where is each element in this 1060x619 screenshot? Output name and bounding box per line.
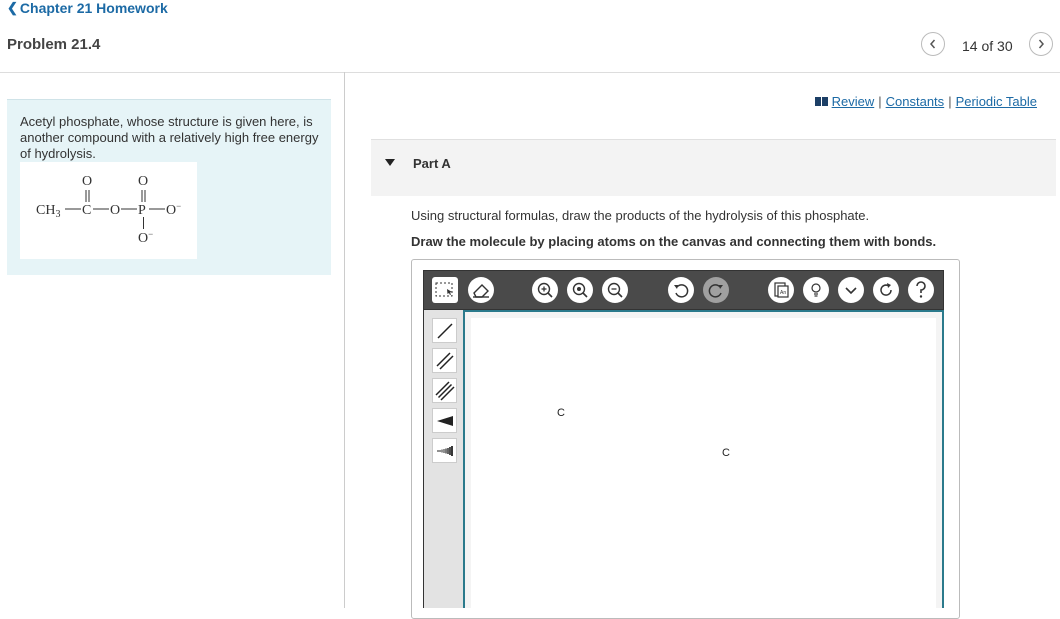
select-icon — [434, 280, 456, 300]
bridge-oxygen-label: O — [110, 203, 121, 218]
review-link[interactable]: Review — [831, 94, 875, 109]
chevron-right-icon — [1036, 39, 1046, 49]
select-tool-button[interactable] — [432, 277, 458, 303]
right-oxygen-label: O− — [166, 201, 182, 218]
wedge-bond-icon — [435, 411, 455, 431]
help-button[interactable] — [908, 277, 934, 303]
triple-bond-icon — [435, 381, 455, 401]
wedge-bond-tool[interactable] — [432, 408, 457, 433]
problem-title: Problem 21.4 — [7, 36, 101, 53]
double-bond-icon — [435, 351, 455, 371]
editor-toolbar — [423, 270, 944, 310]
template-icon — [772, 281, 790, 299]
svg-text:An: An — [780, 290, 787, 296]
carbonyl-carbon-label: C — [82, 203, 92, 218]
double-bond-tool[interactable] — [432, 348, 457, 373]
phosphorus-label: P — [138, 203, 146, 218]
header-divider — [0, 72, 1060, 73]
zoom-in-button[interactable] — [532, 277, 558, 303]
phosphoryl-oxygen-label: O — [138, 174, 149, 189]
next-problem-button[interactable] — [1029, 32, 1053, 56]
part-a-label: Part A — [413, 156, 451, 171]
chevron-left-icon — [928, 39, 938, 49]
acetyl-phosphate-structure — [20, 162, 197, 259]
drawing-canvas[interactable] — [471, 318, 936, 608]
zoom-fit-button[interactable] — [567, 277, 593, 303]
zoom-in-icon — [536, 281, 554, 299]
zoom-out-icon — [606, 281, 624, 299]
eraser-button[interactable] — [468, 277, 494, 303]
hint-button[interactable] — [803, 277, 829, 303]
hash-bond-tool[interactable] — [432, 438, 457, 463]
question-instruction: Using structural formulas, draw the products of the hydrolysis of this phosphate. — [411, 208, 870, 223]
reset-button[interactable] — [873, 277, 899, 303]
problem-counter: 14 of 30 — [962, 38, 1013, 54]
intro-text: Acetyl phosphate, whose structure is given here, is another compound with a relatively high free energy of hydrolysis. — [20, 114, 319, 161]
single-bond-icon — [435, 321, 455, 341]
hash-bond-icon — [435, 441, 455, 461]
chevron-left-icon: ❮ — [7, 0, 18, 15]
zoom-fit-icon — [571, 281, 589, 299]
triple-bond-tool[interactable] — [432, 378, 457, 403]
redo-button[interactable] — [703, 277, 729, 303]
resource-links: Review | Constants | Periodic Table — [815, 94, 1037, 109]
periodic-table-link[interactable]: Periodic Table — [955, 94, 1037, 109]
templates-button[interactable] — [768, 277, 794, 303]
drawing-directive: Draw the molecule by placing atoms on the canvas and connecting them with bonds. — [411, 234, 937, 249]
back-to-chapter-link[interactable] — [7, 0, 168, 16]
reset-icon — [877, 281, 895, 299]
book-icon — [815, 97, 828, 106]
help-icon — [912, 280, 930, 300]
canvas-atom-carbon[interactable]: C — [722, 447, 730, 459]
hint-icon — [808, 281, 824, 299]
pane-divider — [344, 72, 345, 608]
bottom-oxygen-label: O− — [138, 229, 154, 246]
more-options-button[interactable] — [838, 277, 864, 303]
zoom-out-button[interactable] — [602, 277, 628, 303]
chevron-down-icon — [844, 283, 858, 297]
redo-icon — [707, 281, 725, 299]
single-bond-tool[interactable] — [432, 318, 457, 343]
eraser-icon — [471, 280, 491, 300]
caret-down-icon — [385, 159, 395, 166]
previous-problem-button[interactable] — [921, 32, 945, 56]
back-link-label: Chapter 21 Homework — [19, 0, 168, 16]
constants-link[interactable]: Constants — [885, 94, 945, 109]
ch3-label: $CH_3$ — [36, 203, 61, 220]
undo-button[interactable] — [668, 277, 694, 303]
bond-tools-sidebar — [423, 310, 463, 608]
canvas-atom-carbon[interactable]: C — [557, 407, 565, 419]
part-a-header[interactable] — [371, 139, 1056, 196]
problem-intro-panel — [7, 99, 331, 275]
carbonyl-oxygen-label: O — [82, 174, 93, 189]
undo-icon — [672, 281, 690, 299]
